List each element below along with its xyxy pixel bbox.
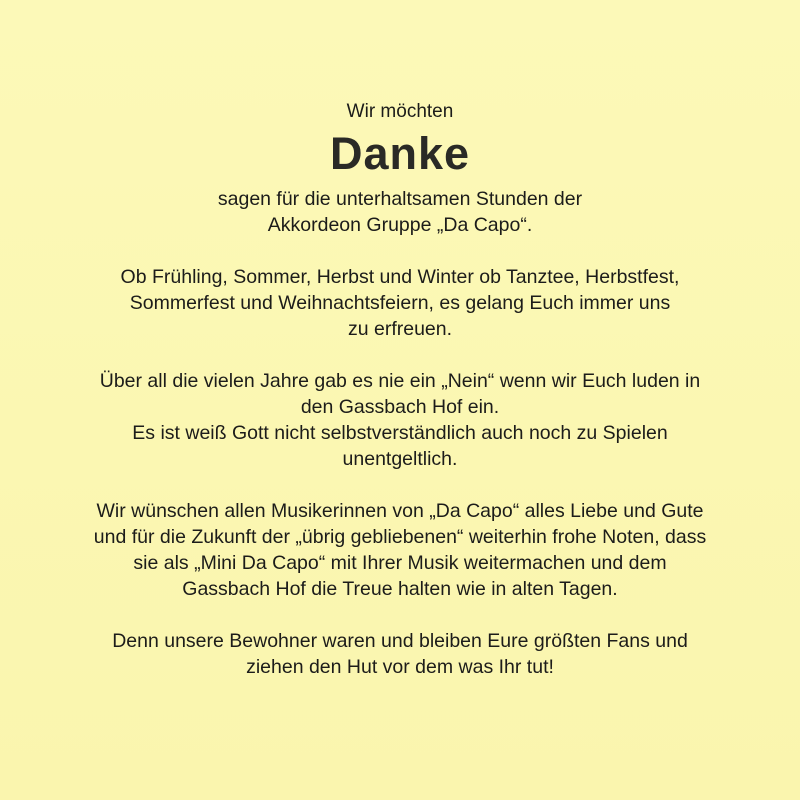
text-line: Es ist weiß Gott nicht selbstverständlich auch noch zu Spielen bbox=[132, 422, 668, 444]
paragraph-fans bbox=[20, 628, 780, 680]
paragraph-seasons bbox=[20, 264, 780, 342]
text-line: Ob Frühling, Sommer, Herbst und Winter ob Tanztee, Herbstfest, bbox=[120, 266, 680, 288]
thank-you-letter bbox=[20, 100, 780, 680]
text-line: unentgeltlich. bbox=[342, 448, 458, 470]
text-line: ziehen den Hut vor dem was Ihr tut! bbox=[246, 656, 554, 678]
text-line: sagen für die unterhaltsamen Stunden der bbox=[217, 188, 583, 210]
text-line: den Gassbach Hof ein. bbox=[300, 396, 500, 418]
intro-line: Wir möchten bbox=[346, 101, 454, 122]
text-line: sie als „Mini Da Capo“ mit Ihrer Musik weitermachen und dem bbox=[133, 552, 667, 574]
paragraph-spacer bbox=[20, 602, 780, 628]
paragraph-thanks bbox=[20, 186, 780, 238]
paragraph-spacer bbox=[20, 238, 780, 264]
paragraph-spacer bbox=[20, 342, 780, 368]
text-line: Gassbach Hof die Treue halten wie in alten Tagen. bbox=[182, 578, 618, 600]
text-line: Sommerfest und Weihnachtsfeiern, es gelang Euch immer uns bbox=[129, 292, 671, 314]
paragraph-spacer bbox=[20, 472, 780, 498]
paragraph-years bbox=[20, 368, 780, 472]
text-line: und für die Zukunft der „übrig gebliebenen“ weiterhin frohe Noten, dass bbox=[93, 526, 707, 548]
paragraph-wishes bbox=[20, 498, 780, 602]
headline-danke: Danke bbox=[329, 128, 471, 179]
text-line: zu erfreuen. bbox=[347, 318, 453, 340]
text-line: Wir wünschen allen Musikerinnen von „Da Capo“ alles Liebe und Gute bbox=[96, 500, 704, 522]
text-line: Denn unsere Bewohner waren und bleiben Eure größten Fans und bbox=[112, 630, 688, 652]
text-line: Akkordeon Gruppe „Da Capo“. bbox=[267, 214, 533, 236]
text-line: Über all die vielen Jahre gab es nie ein „Nein“ wenn wir Euch luden in bbox=[99, 370, 701, 392]
